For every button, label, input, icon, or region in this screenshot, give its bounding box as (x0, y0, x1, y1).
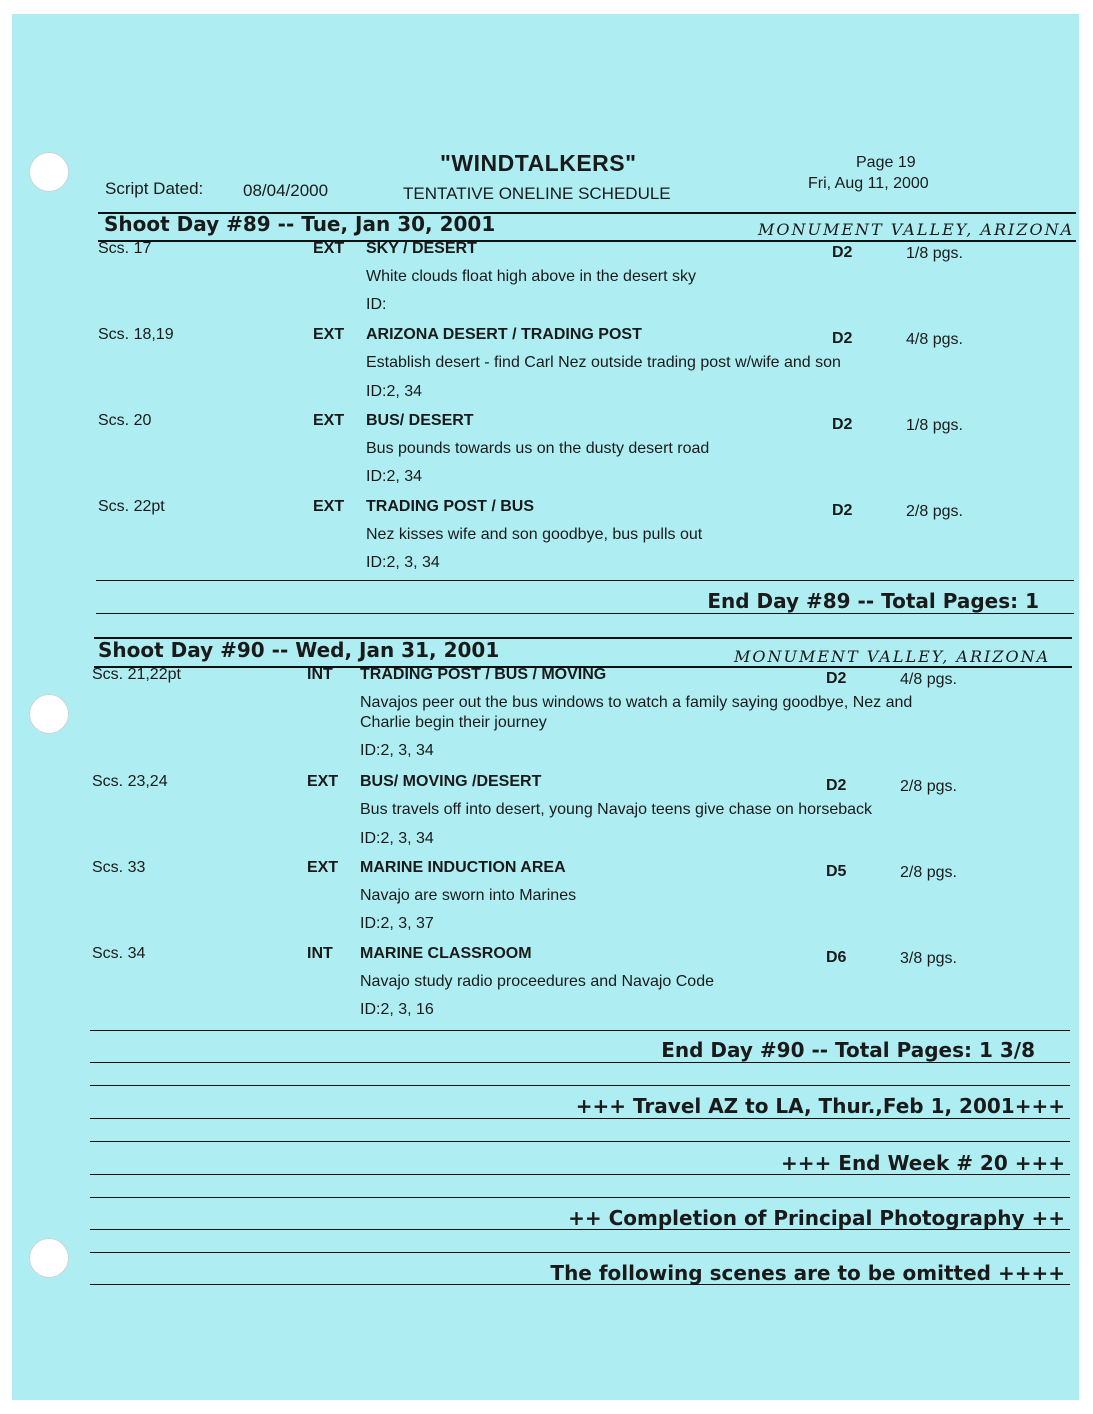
scene-row (98, 240, 1093, 326)
page-count: 2/8 pgs. (906, 503, 963, 520)
page-count: 4/8 pgs. (900, 671, 957, 688)
scene-row (98, 326, 1093, 412)
set-name: MARINE CLASSROOM (360, 945, 532, 962)
set-name: SKY / DESERT (366, 240, 477, 257)
page-count: 1/8 pgs. (906, 245, 963, 262)
set-name: TRADING POST / BUS / MOVING (360, 666, 607, 683)
scene-numbers: Scs. 23,24 (92, 773, 168, 790)
scene-description: Navajo study radio proceedures and Navajo Code (360, 973, 714, 990)
scene-row (92, 945, 1093, 1031)
cast-ids: ID:2, 3, 34 (360, 742, 434, 759)
binder-hole-middle (29, 694, 69, 734)
day-night: D2 (832, 244, 853, 261)
int-ext: EXT (313, 240, 345, 257)
day-90-title: Shoot Day #90 -- Wed, Jan 31, 2001 (98, 638, 500, 662)
script-dated-value: 08/04/2000 (243, 181, 329, 200)
scene-numbers: Scs. 22pt (98, 498, 165, 515)
day-89-end-rule (96, 580, 1074, 581)
banner-rule (90, 1174, 1070, 1175)
set-name: BUS/ MOVING /DESERT (360, 773, 542, 790)
scene-row (98, 498, 1093, 584)
day-90-summary-rule (90, 1062, 1070, 1063)
int-ext: EXT (313, 498, 345, 515)
banner-rule (90, 1141, 1070, 1142)
page-count: 1/8 pgs. (906, 417, 963, 434)
banner-rule (90, 1118, 1070, 1119)
cast-ids: ID:2, 3, 16 (360, 1001, 434, 1018)
scene-description: Nez kisses wife and son goodbye, bus pulls out (366, 526, 703, 543)
int-ext: EXT (307, 859, 339, 876)
scene-description: Navajos peer out the bus windows to watch a family saying goodbye, Nez and Charlie begin their journey (360, 694, 913, 731)
day-night: D2 (832, 502, 853, 519)
scene-row (92, 666, 1093, 759)
omitted-banner: The following scenes are to be omitted ++++ (550, 1261, 1065, 1285)
page-count: 2/8 pgs. (900, 864, 957, 881)
script-dated-label: Script Dated: (105, 179, 204, 198)
travel-banner: +++ Travel AZ to LA, Thur.,Feb 1, 2001+++ (575, 1094, 1065, 1118)
day-90-location: MONUMENT VALLEY, ARIZONA (734, 647, 1051, 666)
int-ext: EXT (313, 412, 345, 429)
day-night: D2 (832, 330, 853, 347)
day-night: D2 (832, 416, 853, 433)
scene-numbers: Scs. 34 (92, 945, 146, 962)
int-ext: EXT (313, 326, 345, 343)
banner-rule (90, 1252, 1070, 1253)
binder-hole-top (29, 152, 69, 192)
day-89-end-summary: End Day #89 -- Total Pages: 1 (707, 589, 1039, 613)
day-90-end-summary: End Day #90 -- Total Pages: 1 3/8 (661, 1038, 1035, 1062)
day-89-summary-rule (96, 613, 1074, 614)
day-night: D2 (826, 670, 847, 687)
scene-numbers: Scs. 18,19 (98, 326, 174, 343)
day-89-title: Shoot Day #89 -- Tue, Jan 30, 2001 (104, 212, 496, 236)
cast-ids: ID:2, 3, 34 (360, 830, 434, 847)
day-90-end-rule (90, 1030, 1070, 1031)
binder-hole-bottom (29, 1238, 69, 1278)
banner-rule (90, 1284, 1070, 1285)
day-night: D5 (826, 863, 847, 880)
document-subtitle: TENTATIVE ONELINE SCHEDULE (403, 184, 671, 203)
page-count: 4/8 pgs. (906, 331, 963, 348)
set-name: ARIZONA DESERT / TRADING POST (366, 326, 642, 343)
scene-description: Establish desert - find Carl Nez outside trading post w/wife and son (366, 354, 841, 371)
scene-description: Navajo are sworn into Marines (360, 887, 577, 904)
cast-ids: ID:2, 34 (366, 383, 423, 400)
scene-row (92, 773, 1093, 859)
page-number: Page 19 (856, 154, 916, 171)
cast-ids: ID: (366, 296, 387, 313)
cast-ids: ID:2, 34 (366, 468, 423, 485)
scene-numbers: Scs. 21,22pt (92, 666, 181, 683)
scene-description: Bus travels off into desert, young Navajo teens give chase on horseback (360, 801, 873, 818)
document-title: "WINDTALKERS" (440, 150, 637, 176)
int-ext: EXT (307, 773, 339, 790)
report-date: Fri, Aug 11, 2000 (808, 175, 929, 192)
completion-banner: ++ Completion of Principal Photography ++ (568, 1206, 1065, 1230)
scene-row (92, 859, 1093, 945)
set-name: TRADING POST / BUS (366, 498, 535, 515)
schedule-sheet (12, 14, 1079, 1400)
scene-row (98, 412, 1093, 498)
scene-description: White clouds float high above in the desert sky (366, 268, 696, 285)
day-night: D2 (826, 777, 847, 794)
banner-rule (90, 1229, 1070, 1230)
int-ext: INT (307, 945, 333, 962)
banner-rule (90, 1197, 1070, 1198)
scene-numbers: Scs. 17 (98, 240, 152, 257)
banner-rule (90, 1085, 1070, 1086)
int-ext: INT (307, 666, 333, 683)
cast-ids: ID:2, 3, 34 (366, 554, 440, 571)
page-count: 2/8 pgs. (900, 778, 957, 795)
scene-numbers: Scs. 20 (98, 412, 152, 429)
scene-description: Bus pounds towards us on the dusty desert road (366, 440, 710, 457)
set-name: MARINE INDUCTION AREA (360, 859, 566, 876)
cast-ids: ID:2, 3, 37 (360, 915, 434, 932)
set-name: BUS/ DESERT (366, 412, 474, 429)
page-count: 3/8 pgs. (900, 950, 957, 967)
day-night: D6 (826, 949, 847, 966)
scene-numbers: Scs. 33 (92, 859, 146, 876)
end-week-banner: +++ End Week # 20 +++ (781, 1151, 1065, 1175)
day-89-location: MONUMENT VALLEY, ARIZONA (758, 220, 1075, 239)
